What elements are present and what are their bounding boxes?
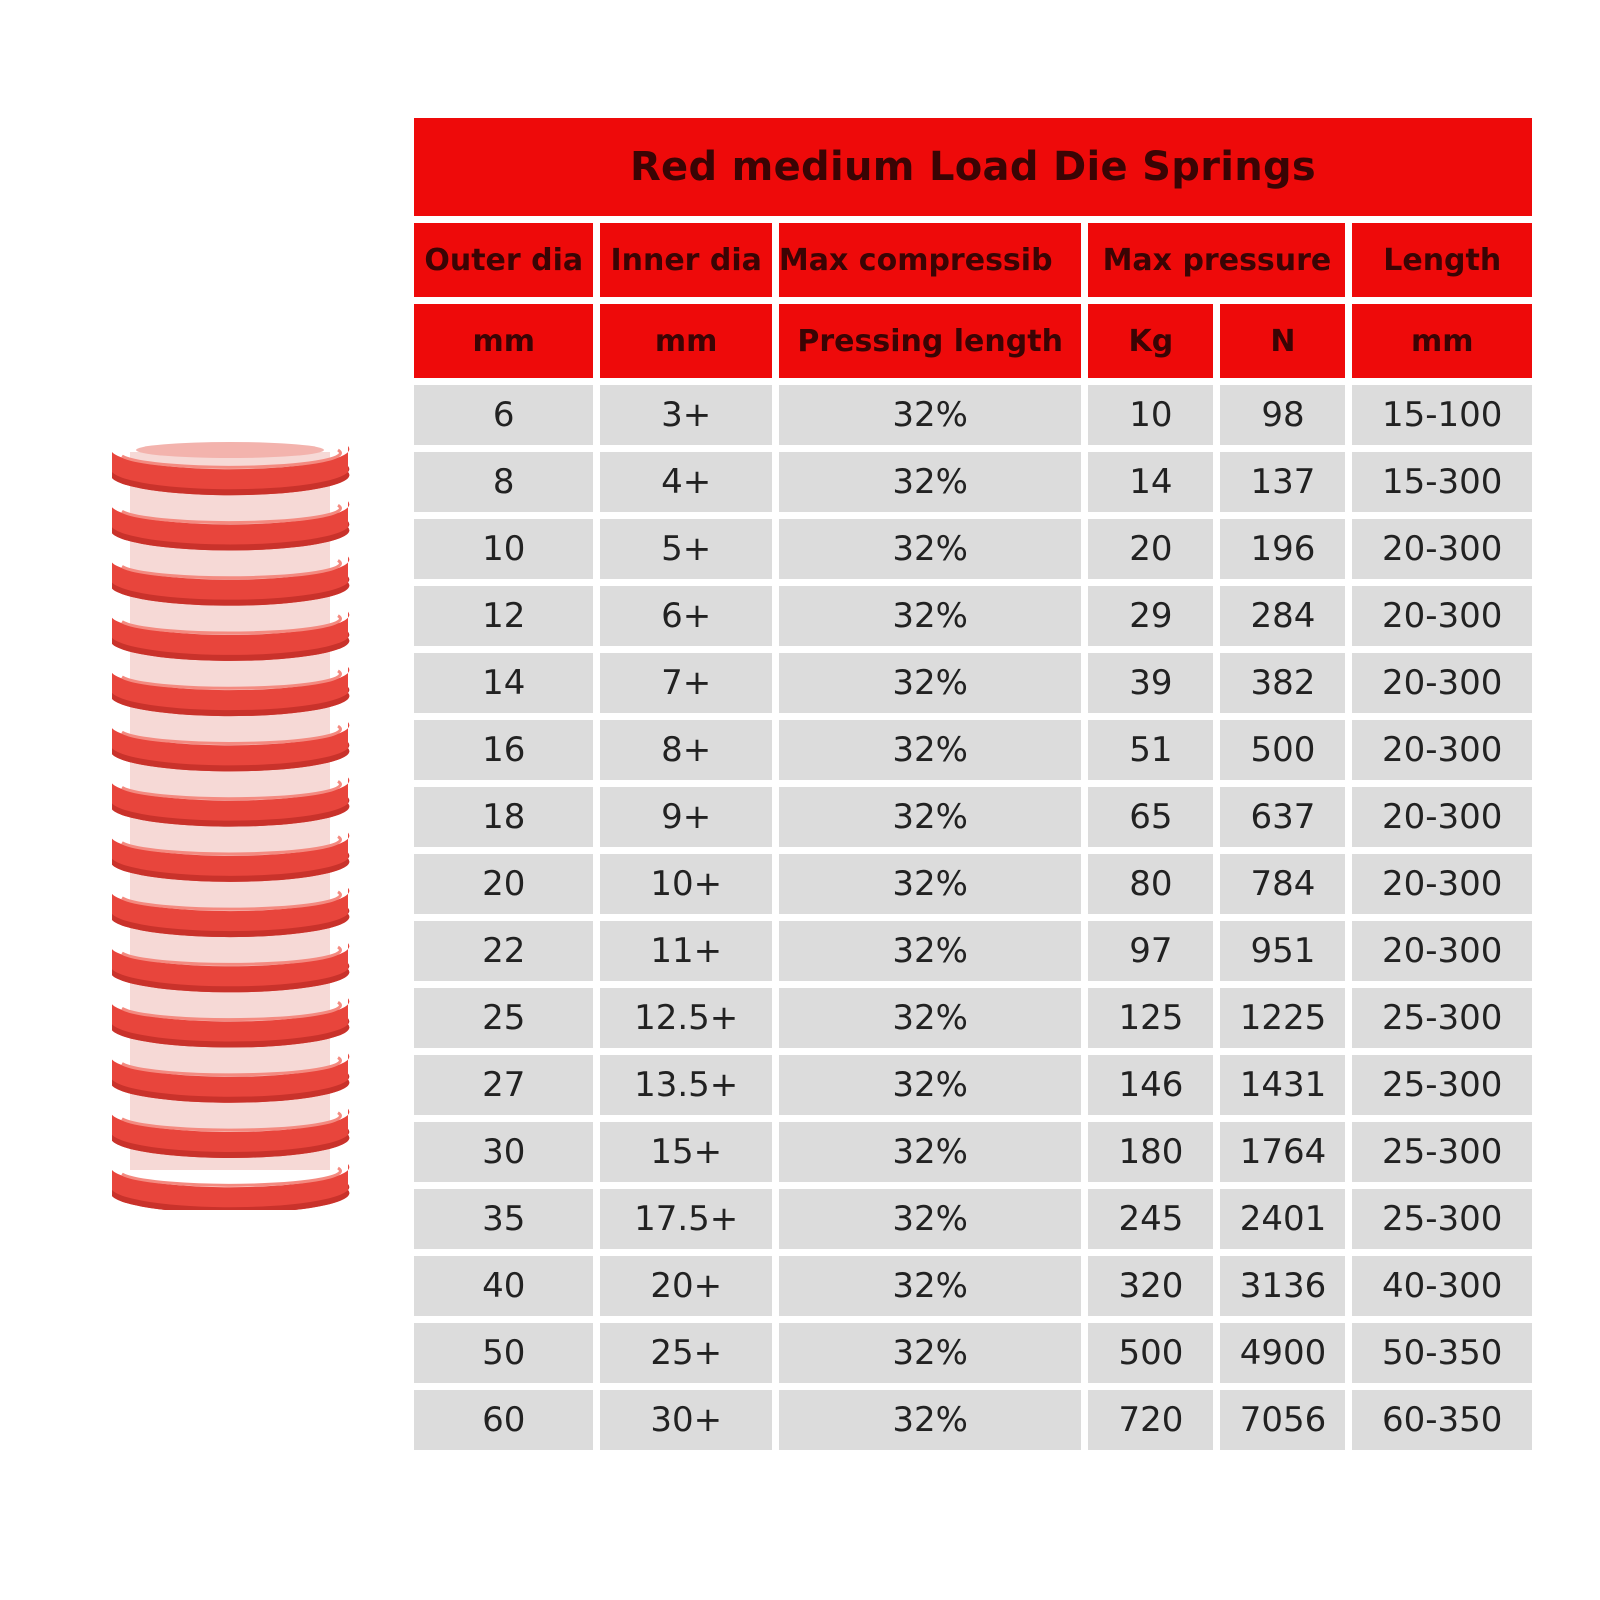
cell-length: 25-300 [1352, 1122, 1532, 1182]
cell-length: 25-300 [1352, 988, 1532, 1048]
cell-outer-dia: 50 [414, 1323, 593, 1383]
cell-outer-dia: 18 [414, 787, 593, 847]
cell-outer-dia: 60 [414, 1390, 593, 1450]
header-max-pressure: Max pressure [1088, 223, 1345, 297]
cell-pressure-n: 1431 [1220, 1055, 1345, 1115]
cell-inner-dia: 7+ [600, 653, 771, 713]
cell-outer-dia: 25 [414, 988, 593, 1048]
spring-illustration [95, 430, 375, 1210]
cell-pressure-n: 4900 [1220, 1323, 1345, 1383]
cell-pressure-kg: 125 [1088, 988, 1213, 1048]
cell-length: 20-300 [1352, 854, 1532, 914]
unit-outer-dia: mm [414, 304, 593, 378]
table-row [414, 854, 1532, 914]
cell-outer-dia: 40 [414, 1256, 593, 1316]
table-row [414, 1055, 1532, 1115]
cell-inner-dia: 12.5+ [600, 988, 771, 1048]
cell-pressure-n: 784 [1220, 854, 1345, 914]
cell-pressure-kg: 29 [1088, 586, 1213, 646]
cell-outer-dia: 27 [414, 1055, 593, 1115]
cell-pressure-kg: 320 [1088, 1256, 1213, 1316]
cell-length: 15-100 [1352, 385, 1532, 445]
table-row [414, 988, 1532, 1048]
cell-max-compression: 32% [779, 1323, 1082, 1383]
cell-inner-dia: 13.5+ [600, 1055, 771, 1115]
unit-pressing-length: Pressing length [779, 304, 1082, 378]
cell-length: 20-300 [1352, 653, 1532, 713]
cell-inner-dia: 11+ [600, 921, 771, 981]
cell-pressure-kg: 180 [1088, 1122, 1213, 1182]
cell-max-compression: 32% [779, 586, 1082, 646]
header-max-compression: Max compressib [779, 223, 1082, 297]
header-row-primary [414, 223, 1532, 297]
cell-outer-dia: 22 [414, 921, 593, 981]
cell-length: 20-300 [1352, 921, 1532, 981]
cell-pressure-kg: 10 [1088, 385, 1213, 445]
cell-length: 20-300 [1352, 787, 1532, 847]
cell-max-compression: 32% [779, 653, 1082, 713]
cell-max-compression: 32% [779, 1390, 1082, 1450]
table-row [414, 1256, 1532, 1316]
unit-kg: Kg [1088, 304, 1213, 378]
cell-inner-dia: 5+ [600, 519, 771, 579]
table-title-row [414, 118, 1532, 216]
header-row-units [414, 304, 1532, 378]
cell-max-compression: 32% [779, 1122, 1082, 1182]
cell-pressure-kg: 500 [1088, 1323, 1213, 1383]
cell-pressure-n: 284 [1220, 586, 1345, 646]
cell-pressure-kg: 14 [1088, 452, 1213, 512]
cell-length: 60-350 [1352, 1390, 1532, 1450]
cell-outer-dia: 14 [414, 653, 593, 713]
table-row [414, 1390, 1532, 1450]
cell-length: 40-300 [1352, 1256, 1532, 1316]
cell-pressure-n: 951 [1220, 921, 1345, 981]
cell-inner-dia: 4+ [600, 452, 771, 512]
cell-pressure-kg: 245 [1088, 1189, 1213, 1249]
cell-max-compression: 32% [779, 1256, 1082, 1316]
cell-max-compression: 32% [779, 921, 1082, 981]
cell-pressure-n: 1225 [1220, 988, 1345, 1048]
cell-pressure-n: 196 [1220, 519, 1345, 579]
cell-pressure-kg: 65 [1088, 787, 1213, 847]
cell-pressure-n: 2401 [1220, 1189, 1345, 1249]
unit-length-mm: mm [1352, 304, 1532, 378]
cell-inner-dia: 25+ [600, 1323, 771, 1383]
header-inner-dia: Inner dia [600, 223, 771, 297]
header-outer-dia: Outer dia [414, 223, 593, 297]
cell-outer-dia: 8 [414, 452, 593, 512]
table-row [414, 519, 1532, 579]
cell-length: 20-300 [1352, 720, 1532, 780]
cell-max-compression: 32% [779, 787, 1082, 847]
table-row [414, 452, 1532, 512]
cell-max-compression: 32% [779, 385, 1082, 445]
cell-max-compression: 32% [779, 1055, 1082, 1115]
cell-pressure-kg: 97 [1088, 921, 1213, 981]
table-body [414, 385, 1532, 1450]
table-row [414, 586, 1532, 646]
table-row [414, 1122, 1532, 1182]
cell-inner-dia: 15+ [600, 1122, 771, 1182]
cell-inner-dia: 6+ [600, 586, 771, 646]
cell-pressure-n: 1764 [1220, 1122, 1345, 1182]
cell-max-compression: 32% [779, 1189, 1082, 1249]
cell-length: 25-300 [1352, 1189, 1532, 1249]
cell-inner-dia: 20+ [600, 1256, 771, 1316]
cell-outer-dia: 20 [414, 854, 593, 914]
cell-pressure-n: 3136 [1220, 1256, 1345, 1316]
cell-inner-dia: 8+ [600, 720, 771, 780]
cell-length: 15-300 [1352, 452, 1532, 512]
cell-pressure-kg: 39 [1088, 653, 1213, 713]
cell-outer-dia: 35 [414, 1189, 593, 1249]
cell-length: 20-300 [1352, 519, 1532, 579]
cell-pressure-kg: 720 [1088, 1390, 1213, 1450]
cell-max-compression: 32% [779, 988, 1082, 1048]
cell-length: 25-300 [1352, 1055, 1532, 1115]
die-spring-spec-table [407, 111, 1539, 1457]
cell-inner-dia: 30+ [600, 1390, 771, 1450]
cell-inner-dia: 9+ [600, 787, 771, 847]
header-length: Length [1352, 223, 1532, 297]
table-title: Red medium Load Die Springs [414, 118, 1532, 216]
cell-outer-dia: 30 [414, 1122, 593, 1182]
table-row [414, 921, 1532, 981]
cell-pressure-kg: 20 [1088, 519, 1213, 579]
cell-max-compression: 32% [779, 720, 1082, 780]
cell-pressure-n: 500 [1220, 720, 1345, 780]
table-row [414, 385, 1532, 445]
cell-outer-dia: 16 [414, 720, 593, 780]
spring-coil [112, 1164, 349, 1210]
cell-pressure-n: 637 [1220, 787, 1345, 847]
table-row [414, 787, 1532, 847]
cell-length: 50-350 [1352, 1323, 1532, 1383]
cell-inner-dia: 3+ [600, 385, 771, 445]
cell-outer-dia: 12 [414, 586, 593, 646]
cell-pressure-kg: 51 [1088, 720, 1213, 780]
unit-inner-dia: mm [600, 304, 771, 378]
unit-newton: N [1220, 304, 1345, 378]
cell-outer-dia: 10 [414, 519, 593, 579]
cell-max-compression: 32% [779, 452, 1082, 512]
table-row [414, 653, 1532, 713]
cell-pressure-n: 137 [1220, 452, 1345, 512]
cell-length: 20-300 [1352, 586, 1532, 646]
cell-pressure-n: 382 [1220, 653, 1345, 713]
table-row [414, 1323, 1532, 1383]
cell-inner-dia: 17.5+ [600, 1189, 771, 1249]
cell-pressure-kg: 146 [1088, 1055, 1213, 1115]
cell-pressure-n: 7056 [1220, 1390, 1345, 1450]
cell-pressure-kg: 80 [1088, 854, 1213, 914]
table-row [414, 1189, 1532, 1249]
red-die-spring-image [95, 430, 375, 1210]
table-row [414, 720, 1532, 780]
cell-inner-dia: 10+ [600, 854, 771, 914]
cell-max-compression: 32% [779, 519, 1082, 579]
cell-pressure-n: 98 [1220, 385, 1345, 445]
cell-max-compression: 32% [779, 854, 1082, 914]
cell-outer-dia: 6 [414, 385, 593, 445]
